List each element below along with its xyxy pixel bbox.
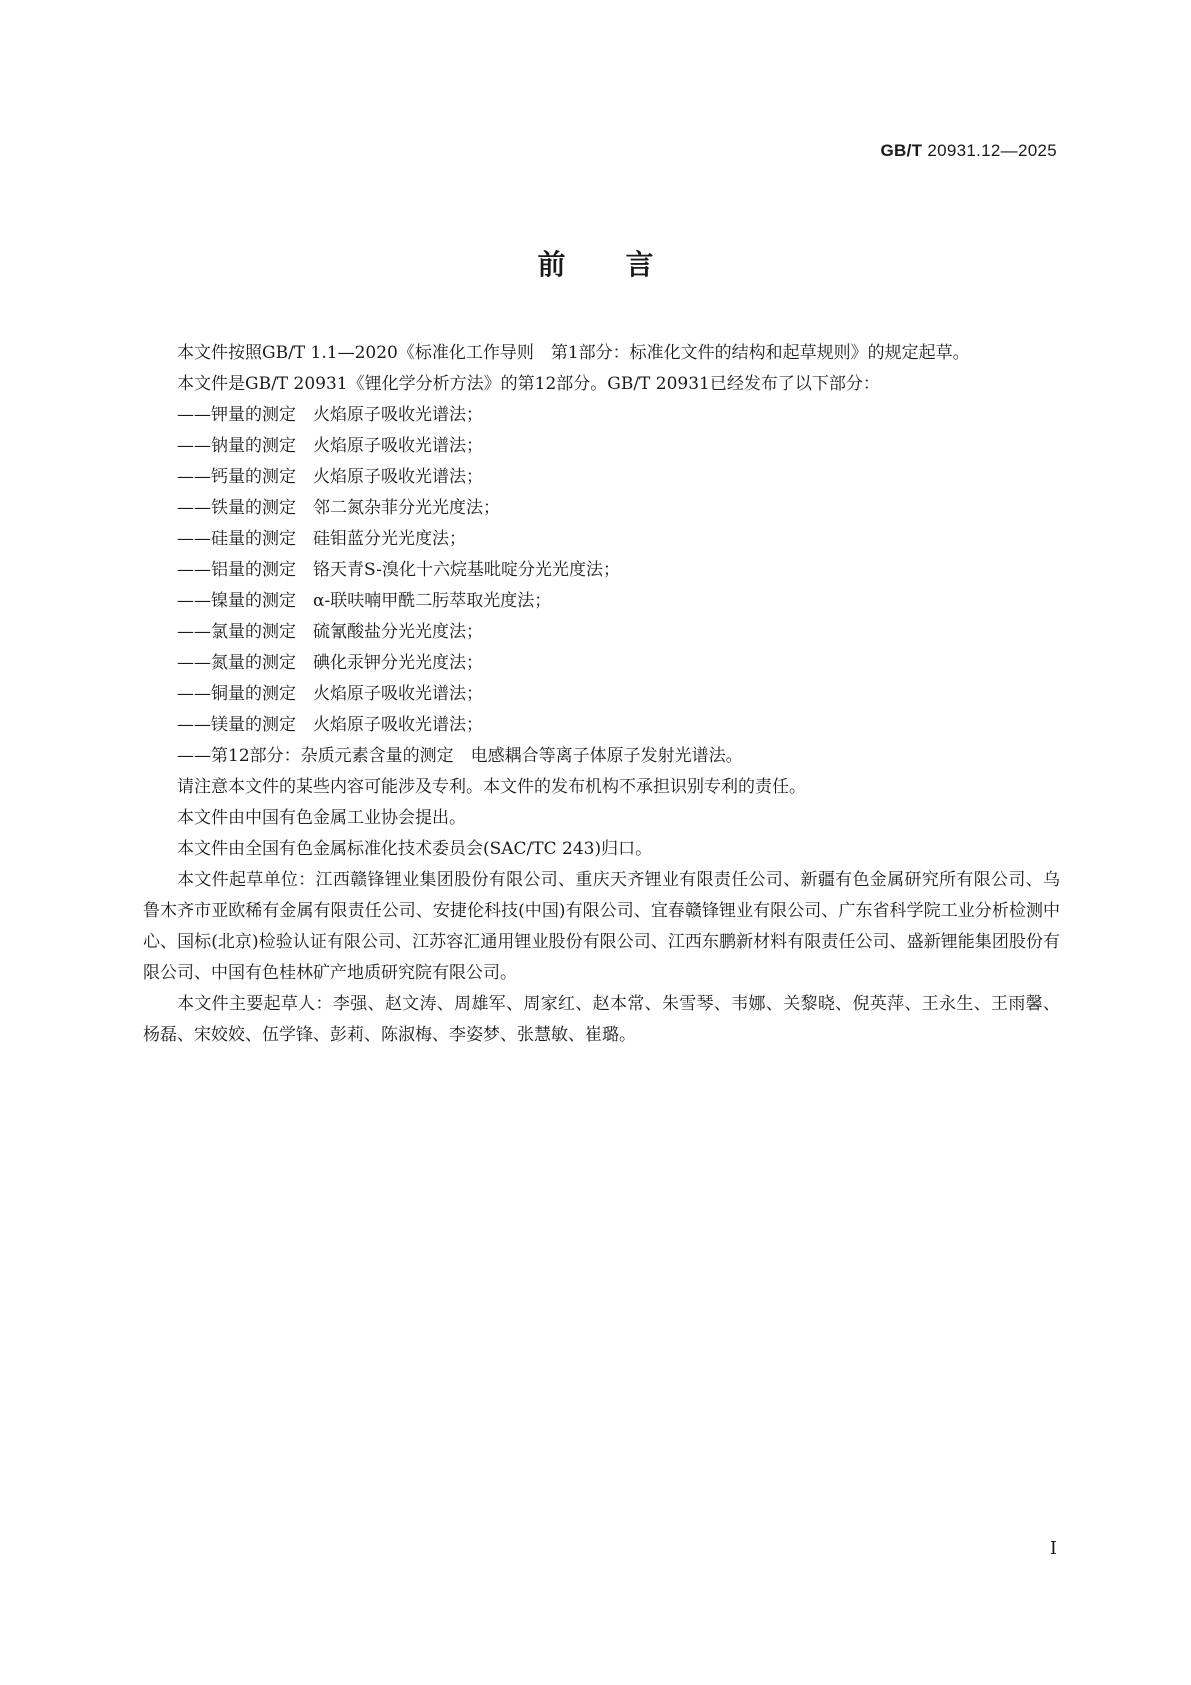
drafters: 本文件主要起草人：李强、赵文涛、周雄军、周家红、赵本常、朱雪琴、韦娜、关黎晓、倪英萍、王永生、王雨馨、杨磊、宋姣姣、伍学锋、彭莉、陈淑梅、李姿梦、张慧敏、崔璐。: [143, 994, 1060, 1045]
list-item: ——铝量的测定 铬天青S-溴化十六烷基吡啶分光光度法；: [177, 560, 621, 580]
paragraph-drafting-rules: 本文件按照GB/T 1.1—2020《标准化工作导则 第1部分：标准化文件的结构和起草规则》的规定起草。: [177, 343, 970, 363]
list-item: ——氮量的测定 碘化汞钾分光光度法；: [177, 653, 483, 673]
standard-prefix: GB/T: [880, 141, 923, 160]
page-title: 前言: [537, 248, 714, 281]
list-item: ——第12部分：杂质元素含量的测定 电感耦合等离子体原子发射光谱法。: [177, 746, 743, 766]
standard-number-header: [881, 141, 1057, 161]
parts-list: [143, 400, 1060, 772]
list-item: ——铜量的测定 火焰原子吸收光谱法；: [177, 684, 483, 704]
paragraph-series-intro: 本文件是GB/T 20931《锂化学分析方法》的第12部分。GB/T 20931已经发布了以下部分：: [177, 374, 880, 394]
list-item: ——铁量的测定 邻二氮杂菲分光光度法；: [177, 498, 500, 518]
standard-number: 20931.12—2025: [927, 141, 1057, 160]
centralized-by: 本文件由全国有色金属标准化技术委员会(SAC/TC 243)归口。: [177, 839, 653, 859]
foreword-body: [143, 338, 1060, 1051]
page-number: I: [1049, 1538, 1057, 1559]
list-item: ——镁量的测定 火焰原子吸收光谱法；: [177, 715, 483, 735]
drafting-units: 本文件起草单位：江西赣锋锂业集团股份有限公司、重庆天齐锂业有限责任公司、新疆有色金属研究所有限公司、乌鲁木齐市亚欧稀有金属有限责任公司、安捷伦科技(中国)有限公司、宜春赣锋锂业有限公司、广东省科学院工业分析检测中心、国标(北京)检验认证有限公司、江苏容汇通用锂业股份有限公司、江西东鹏新材料有限责任公司、盛新锂能集团股份有限公司、中国有色桂林矿产地质研究院有限公司。: [143, 870, 1060, 983]
patent-notice: 请注意本文件的某些内容可能涉及专利。本文件的发布机构不承担识别专利的责任。: [177, 777, 806, 797]
list-item: ——硅量的测定 硅钼蓝分光光度法；: [177, 529, 466, 549]
list-item: ——氯量的测定 硫氰酸盐分光光度法；: [177, 622, 483, 642]
proposed-by: 本文件由中国有色金属工业协会提出。: [177, 808, 466, 828]
list-item: ——钾量的测定 火焰原子吸收光谱法；: [177, 405, 483, 425]
list-item: ——镍量的测定 α-联呋喃甲酰二肟萃取光度法；: [177, 591, 552, 611]
list-item: ——钙量的测定 火焰原子吸收光谱法；: [177, 467, 483, 487]
list-item: ——钠量的测定 火焰原子吸收光谱法；: [177, 436, 483, 456]
